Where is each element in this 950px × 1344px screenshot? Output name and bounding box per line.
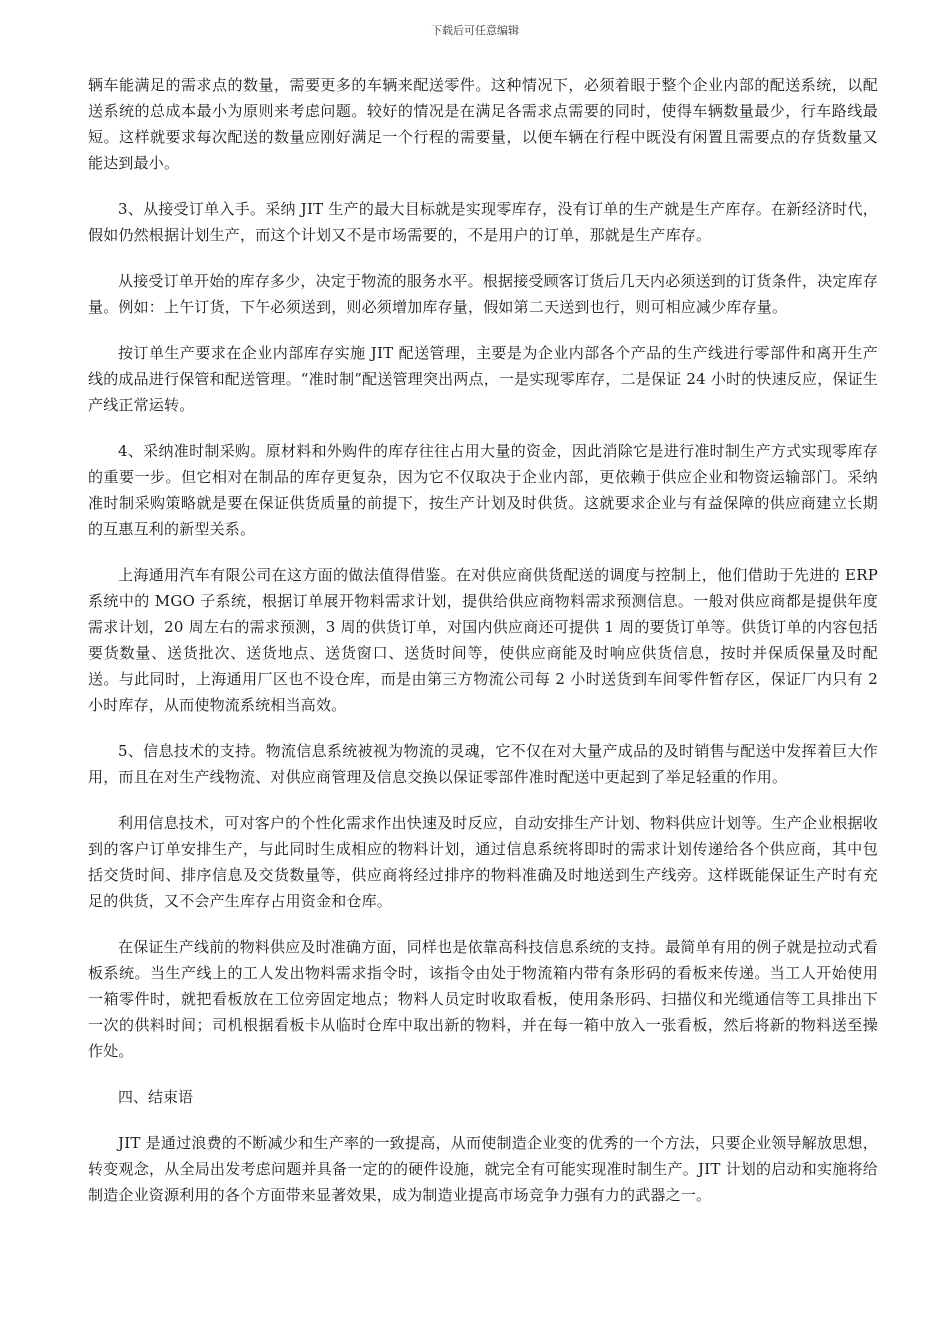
section-heading-conclusion: 四、结束语 <box>118 1088 194 1106</box>
paragraph-inventory-service: 从接受订单开始的库存多少，决定于物流的服务水平。根据接受顾客订货后几天内必须送到的订货条件，决定库存量。例如：上午订货，下午必须送到，则必须增加库存量，假如第二天送到也行，则可相应减少库存量。 <box>88 272 879 316</box>
paragraph-it-support: 5、信息技术的支持。物流信息系统被视为物流的灵魂，它不仅在对大量产成品的及时销售与配送中发挥着巨大作用，而且在对生产线物流、对供应商管理及信息交换以保证零部件准时配送中更起到了举足轻重的作用。 <box>88 742 878 786</box>
paragraph-jit-purchasing: 4、采纳准时制采购。原材料和外购件的库存往往占用大量的资金，因此消除它是进行准时制生产方式实现零库存的重要一步。但它相对在制品的库存更复杂，因为它不仅取决于企业内部，更依赖于供应企业和物资运输部门。采纳准时制采购策略就是要在保证供货质量的前提下，按生产计划及时供货。这就要求企业与有益保障的供应商建立长期的互惠互利的新型关系。 <box>88 442 878 538</box>
paragraph-it-usage: 利用信息技术，可对客户的个性化需求作出快速及时反应，自动安排生产计划、物料供应计划等。生产企业根据收到的客户订单安排生产，与此同时生成相应的物料计划，通过信息系统将即时的需求计划传递给各个供应商，其中包括交货时间、排序信息及交货数量等，供应商将经过排序的物料准确及时地送到生产线旁。这样既能保证生产时有充足的供货，又不会产生库存占用资金和仓库。 <box>88 814 879 910</box>
page-header: 下载后可任意编辑 <box>431 24 519 37</box>
paragraph-order-start: 3、从接受订单入手。采纳 JIT 生产的最大目标就是实现零库存，没有订单的生产就是生产库存。在新经济时代，假如仍然根据计划生产，而这个计划又不是市场需要的，不是用户的订单，那就是生产库存。 <box>88 200 878 244</box>
paragraph-vehicle-routing: 辆车能满足的需求点的数量，需要更多的车辆来配送零件。这种情况下，必须着眼于整个企业内部的配送系统，以配送系统的总成本最小为原则来考虑问题。较好的情况是在满足各需求点需要的同时，使得车辆数量最少，行车路线最短。这样就要求每次配送的数量应刚好满足一个行程的需要量，以便车辆在行程中既没有闲置且需要点的存货数量又能达到最小。 <box>88 76 878 172</box>
paragraph-conclusion: JIT 是通过浪费的不断减少和生产率的一致提高，从而使制造企业变的优秀的一个方法，只要企业领导解放思想，转变观念，从全局出发考虑问题并具备一定的的硬件设施，就完全有可能实现准时制生产。JIT 计划的启动和实施将给制造企业资源利用的各个方面带来显著效果，成为制造业提高市场竞争力强有力的武器之一。 <box>88 1134 878 1204</box>
paragraph-jit-delivery: 按订单生产要求在企业内部库存实施 JIT 配送管理，主要是为企业内部各个产品的生产线进行零部件和离开生产线的成品进行保管和配送管理。“准时制”配送管理突出两点，一是实现零库存，二是保证 24 小时的快速反应，保证生产线正常运转。 <box>88 344 878 414</box>
paragraph-shanghai-gm: 上海通用汽车有限公司在这方面的做法值得借鉴。在对供应商供货配送的调度与控制上，他们借助于先进的 ERP 系统中的 MGO 子系统，根据订单展开物料需求计划，提供给供应商物料需求预测信息。一般对供应商都是提供年度需求计划，20 周左右的需求预测，3 周的供货订单，对国内供应商还可提供 1 周的要货订单等。供货订单的内容包括要货数量、送货批次、送货地点、送货窗口、送货时间等，使供应商能及时响应供货信息，按时并保质保量及时配送。与此同时，上海通用厂区也不设仓库，而是由第三方物流公司每 2 小时送货到车间零件暂存区，保证厂内只有 2 小时库存，从而使物流系统相当高效。 <box>88 566 878 714</box>
document-body <box>88 72 878 1228</box>
paragraph-kanban: 在保证生产线前的物料供应及时准确方面，同样也是依靠高科技信息系统的支持。最简单有用的例子就是拉动式看板系统。当生产线上的工人发出物料需求指令时，该指令由处于物流箱内带有条形码的看板来传递。当工人开始使用一箱零件时，就把看板放在工位旁固定地点；物料人员定时收取看板，使用条形码、扫描仪和光缆通信等工具排出下一次的供料时间；司机根据看板卡从临时仓库中取出新的物料，并在每一箱中放入一张看板，然后将新的物料送至操作处。 <box>88 938 879 1060</box>
